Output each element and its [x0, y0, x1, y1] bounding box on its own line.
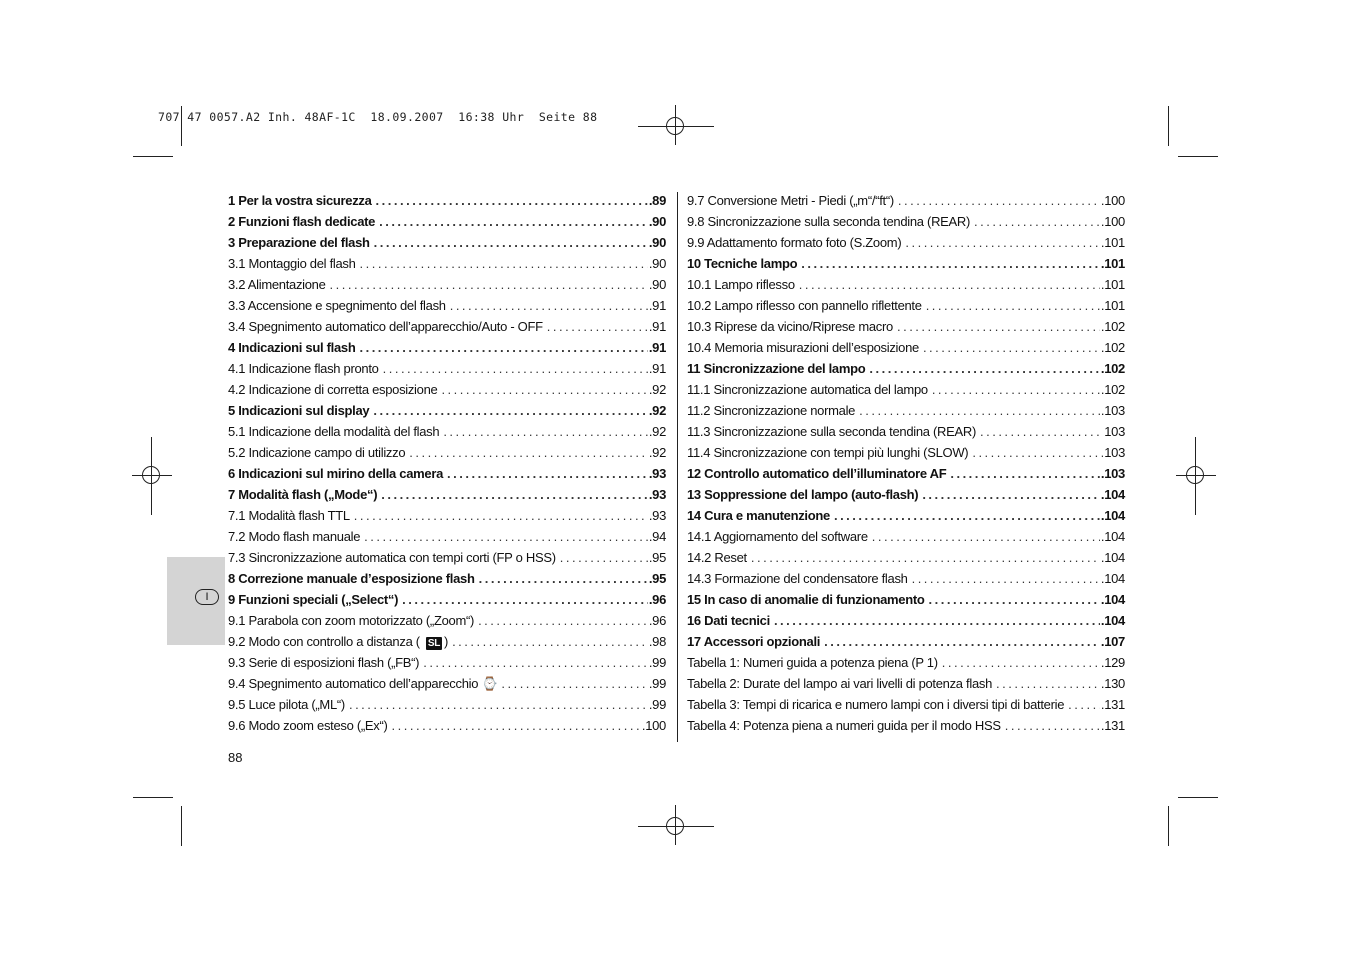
dot-leader [376, 190, 648, 211]
toc-entry [687, 421, 1125, 442]
toc-entry-page: .91 [648, 361, 666, 376]
dot-leader [374, 232, 648, 253]
dot-leader [932, 379, 1100, 400]
dot-leader [898, 190, 1100, 211]
dot-leader [560, 547, 648, 568]
toc-entry-page: .93 [648, 466, 666, 481]
crop-mark [133, 797, 173, 798]
dot-leader [379, 211, 648, 232]
toc-entry [228, 211, 666, 232]
dot-leader [912, 568, 1100, 589]
dot-leader [1068, 694, 1100, 715]
toc-entry-label: 11.4 Sincronizzazione con tempi più lunghi (SLOW) [687, 445, 969, 460]
toc-entry [687, 568, 1125, 589]
toc-entry-label: Tabella 1: Numeri guida a potenza piena (P 1) [687, 655, 938, 670]
toc-entry-page: .104 [1100, 613, 1125, 628]
toc-entry [228, 232, 666, 253]
dot-leader [452, 631, 648, 652]
toc-entry-page: .93 [648, 487, 666, 502]
toc-entry-label-tail: ) [444, 634, 449, 649]
toc-entry [228, 442, 666, 463]
toc-entry [228, 253, 666, 274]
toc-entry [687, 211, 1125, 232]
toc-entry-label: 3.1 Montaggio del flash [228, 256, 356, 271]
toc-entry-page: .101 [1100, 277, 1125, 292]
toc-entry-page: .102 [1100, 340, 1125, 355]
toc-entry-page: .102 [1100, 361, 1125, 376]
toc-entry-label: 7.2 Modo flash manuale [228, 529, 361, 544]
sl-remote-icon: SL [427, 638, 441, 649]
toc-entry [228, 652, 666, 673]
toc-entry [228, 337, 666, 358]
crop-mark [1178, 797, 1218, 798]
dot-leader [1005, 715, 1100, 736]
toc-entry-page: .104 [1100, 571, 1125, 586]
toc-entry-label: 14.1 Aggiornamento del software [687, 529, 868, 544]
dot-leader [926, 295, 1100, 316]
dot-leader [872, 526, 1100, 547]
dot-leader [364, 526, 648, 547]
dot-leader [751, 547, 1100, 568]
crop-mark [1168, 806, 1169, 846]
toc-entry [687, 379, 1125, 400]
dot-leader [905, 232, 1100, 253]
toc-entry-page: .91 [648, 340, 666, 355]
crop-mark [1168, 106, 1169, 146]
toc-entry [228, 295, 666, 316]
dot-leader [409, 442, 648, 463]
toc-entry-label: 13 Soppressione del lampo (auto-flash) [687, 487, 919, 502]
dot-leader [929, 589, 1100, 610]
toc-entry-label: 9.3 Serie di esposizioni flash („FB“) [228, 655, 420, 670]
toc-entry-page: .100 [1100, 193, 1125, 208]
toc-entry-page: .93 [648, 508, 666, 523]
toc-entry-page: .103 [1100, 466, 1125, 481]
toc-entry [687, 274, 1125, 295]
toc-entry [687, 253, 1125, 274]
dot-leader [980, 421, 1103, 442]
dot-leader [801, 253, 1100, 274]
dot-leader [869, 358, 1099, 379]
page-number: 88 [228, 750, 243, 765]
toc-entry-label: 11.3 Sincronizzazione sulla seconda tendina (REAR) [687, 424, 976, 439]
toc-entry-label: 9.1 Parabola con zoom motorizzato („Zoom“) [228, 613, 475, 628]
toc-entry-label: 16 Dati tecnici [687, 613, 770, 628]
dot-leader [349, 694, 648, 715]
toc-entry [228, 400, 666, 421]
dot-leader [381, 484, 648, 505]
toc-entry [687, 295, 1125, 316]
toc-entry-label: 8 Correzione manuale d’esposizione flash [228, 571, 475, 586]
toc-entry [228, 547, 666, 568]
dot-leader [859, 400, 1100, 421]
toc-entry-label: 1 Per la vostra sicurezza [228, 193, 372, 208]
toc-entry-label: 4.1 Indicazione flash pronto [228, 361, 379, 376]
dot-leader [447, 463, 648, 484]
dot-leader [450, 295, 648, 316]
toc-left-column [228, 190, 666, 736]
toc-entry-page: .104 [1100, 487, 1125, 502]
toc-entry-page: .89 [648, 193, 666, 208]
toc-entry [228, 589, 666, 610]
dot-leader [834, 505, 1100, 526]
dot-leader [974, 211, 1100, 232]
dot-leader [824, 631, 1100, 652]
toc-entry-page: .96 [648, 613, 666, 628]
toc-entry [687, 715, 1125, 736]
dot-leader [950, 463, 1100, 484]
toc-entry-page: .100 [641, 718, 666, 733]
dot-leader [443, 421, 648, 442]
toc-entry-page: .92 [648, 382, 666, 397]
toc-entry [228, 316, 666, 337]
toc-entry-page: .104 [1100, 550, 1125, 565]
toc-entry [687, 337, 1125, 358]
toc-entry-page: .99 [648, 697, 666, 712]
toc-entry-label: 5.2 Indicazione campo di utilizzo [228, 445, 406, 460]
toc-entry-page: .91 [648, 298, 666, 313]
toc-entry-page: .104 [1100, 529, 1125, 544]
toc-entry-page: 103 [1104, 445, 1125, 460]
toc-entry-label: 9.8 Sincronizzazione sulla seconda tendina (REAR) [687, 214, 971, 229]
toc-entry-label: Tabella 2: Durate del lampo ai vari livelli di potenza flash [687, 676, 993, 691]
toc-entry-label: 3.3 Accensione e spegnimento del flash [228, 298, 446, 313]
toc-entry-label: 10.2 Lampo riflesso con pannello riflettente [687, 298, 922, 313]
dot-leader [392, 715, 641, 736]
toc-entry-label: 5 Indicazioni sul display [228, 403, 370, 418]
toc-entry-page: .90 [648, 235, 666, 250]
toc-entry-label: 7.1 Modalità flash TTL [228, 508, 350, 523]
toc-entry-page: .102 [1100, 382, 1125, 397]
toc-entry-label: 10.3 Riprese da vicino/Riprese macro [687, 319, 893, 334]
toc-entry [228, 568, 666, 589]
toc-entry-label: 5.1 Indicazione della modalità del flash [228, 424, 440, 439]
toc-entry [228, 484, 666, 505]
toc-entry-page: .101 [1100, 298, 1125, 313]
dot-leader [799, 274, 1100, 295]
crop-mark [1178, 156, 1218, 157]
dot-leader [479, 568, 648, 589]
toc-entry-page: .107 [1100, 634, 1125, 649]
toc-entry-label: 9.5 Luce pilota („ML“) [228, 697, 345, 712]
toc-entry-page: .95 [648, 571, 666, 586]
dot-leader [373, 400, 648, 421]
toc-entry [687, 463, 1125, 484]
toc-entry-page: .99 [648, 655, 666, 670]
toc-entry [687, 442, 1125, 463]
dot-leader [359, 337, 647, 358]
toc-entry-page: .101 [1100, 235, 1125, 250]
toc-entry-label: 9 Funzioni speciali („Select“) [228, 592, 399, 607]
toc-entry [228, 379, 666, 400]
language-badge: I [195, 589, 219, 605]
toc-entry-label: 11.2 Sincronizzazione normale [687, 403, 856, 418]
toc-entry-label: 4.2 Indicazione di corretta esposizione [228, 382, 438, 397]
toc-entry-label: 14.3 Formazione del condensatore flash [687, 571, 908, 586]
toc-entry-page: .131 [1100, 718, 1125, 733]
toc-entry [687, 694, 1125, 715]
toc-entry [228, 463, 666, 484]
dot-leader [402, 589, 648, 610]
dot-leader [923, 337, 1100, 358]
toc-entry-label: 2 Funzioni flash dedicate [228, 214, 376, 229]
dot-leader [922, 484, 1100, 505]
toc-entry [228, 526, 666, 547]
toc-entry-page: .92 [648, 424, 666, 439]
toc-entry-label: 9.4 Spegnimento automatico dell’apparecchio ⌚ [228, 676, 498, 691]
toc-entry-label: 9.9 Adattamento formato foto (S.Zoom) [687, 235, 902, 250]
dot-leader [423, 652, 648, 673]
toc-entry [228, 694, 666, 715]
toc-entry-page: .131 [1100, 697, 1125, 712]
toc-entry [228, 673, 666, 694]
toc-entry-label: 4 Indicazioni sul flash [228, 340, 356, 355]
dot-leader [972, 442, 1103, 463]
toc-entry-label: 3 Preparazione del flash [228, 235, 370, 250]
toc-entry-label: 10 Tecniche lampo [687, 256, 798, 271]
toc-entry [687, 358, 1125, 379]
toc-entry-label: 10.4 Memoria misurazioni dell’esposizione [687, 340, 919, 355]
toc-entry-label: 9.6 Modo zoom esteso („Ex“) [228, 718, 388, 733]
toc-right-column [687, 190, 1125, 736]
toc-entry-label: 15 In caso di anomalie di funzionamento [687, 592, 925, 607]
toc-entry-label: 3.2 Alimentazione [228, 277, 326, 292]
dot-leader [360, 253, 648, 274]
column-divider [677, 192, 678, 742]
toc-entry-label: 14.2 Reset [687, 550, 747, 565]
toc-entry-label: 11 Sincronizzazione del lampo [687, 361, 866, 376]
toc-entry [687, 589, 1125, 610]
toc-entry-page: .129 [1100, 655, 1125, 670]
toc-entry-label: 3.4 Spegnimento automatico dell’apparecchio/Auto - OFF [228, 319, 543, 334]
toc-entry-page: .104 [1100, 592, 1125, 607]
dot-leader [441, 379, 647, 400]
toc-entry [687, 400, 1125, 421]
toc-entry-label: 7.3 Sincronizzazione automatica con tempi corti (FP o HSS) [228, 550, 556, 565]
toc-entry-page: .104 [1100, 508, 1125, 523]
toc-entry-page: .102 [1100, 319, 1125, 334]
toc-entry [687, 232, 1125, 253]
toc-entry-label: Tabella 3: Tempi di ricarica e numero lampi con i diversi tipi di batterie [687, 697, 1065, 712]
toc-entry [228, 610, 666, 631]
dot-leader [774, 610, 1100, 631]
crop-mark [133, 156, 173, 157]
toc-entry-label: 7 Modalità flash („Mode“) [228, 487, 378, 502]
toc-entry-page: .90 [648, 277, 666, 292]
toc-entry [228, 715, 666, 736]
toc-entry [687, 547, 1125, 568]
dot-leader [330, 274, 648, 295]
toc-entry-label: 12 Controllo automatico dell’illuminatore AF [687, 466, 947, 481]
toc-entry [228, 274, 666, 295]
toc-entry-page: .90 [648, 214, 666, 229]
toc-entry-page: .101 [1100, 256, 1125, 271]
toc-entry-page: .99 [648, 676, 666, 691]
dot-leader [354, 505, 648, 526]
toc-entry [687, 316, 1125, 337]
dot-leader [547, 316, 648, 337]
toc-entry [228, 190, 666, 211]
toc-entry-label: 9.2 Modo con controllo a distanza ( [228, 634, 420, 649]
dot-leader [897, 316, 1100, 337]
toc-entry-page: .95 [648, 550, 666, 565]
dot-leader [478, 610, 648, 631]
dot-leader [501, 673, 647, 694]
toc-entry-label: 17 Accessori opzionali [687, 634, 821, 649]
toc-entry-page: .98 [648, 634, 666, 649]
toc-entry-page: .92 [648, 445, 666, 460]
toc-entry [228, 631, 666, 652]
toc-entry-page: .100 [1100, 214, 1125, 229]
toc-entry-page: .96 [648, 592, 666, 607]
toc-entry [687, 673, 1125, 694]
dot-leader [383, 358, 648, 379]
toc-entry [687, 631, 1125, 652]
toc-entry [687, 610, 1125, 631]
dot-leader [942, 652, 1100, 673]
toc-entry-page: 103 [1104, 424, 1125, 439]
crop-mark [181, 806, 182, 846]
toc-entry-page: .130 [1100, 676, 1125, 691]
toc-entry-label: 10.1 Lampo riflesso [687, 277, 795, 292]
toc-entry-page: .90 [648, 256, 666, 271]
toc-entry [228, 421, 666, 442]
print-slug: 707 47 0057.A2 Inh. 48AF-1C 18.09.2007 16:38 Uhr Seite 88 [158, 110, 598, 124]
toc-entry [228, 505, 666, 526]
toc-entry [228, 358, 666, 379]
toc-entry-label: 11.1 Sincronizzazione automatica del lampo [687, 382, 928, 397]
toc-entry [687, 652, 1125, 673]
toc-entry-label: 9.7 Conversione Metri - Piedi („m“/“ft“) [687, 193, 894, 208]
toc-entry-page: .92 [648, 403, 666, 418]
dot-leader [996, 673, 1100, 694]
toc-entry [687, 484, 1125, 505]
toc-entry-label: Tabella 4: Potenza piena a numeri guida per il modo HSS [687, 718, 1001, 733]
toc-entry [687, 526, 1125, 547]
toc-entry-page: .91 [648, 319, 666, 334]
toc-entry-label: 14 Cura e manutenzione [687, 508, 830, 523]
toc-entry-label: 6 Indicazioni sul mirino della camera [228, 466, 444, 481]
toc-entry-page: .94 [648, 529, 666, 544]
toc-entry [687, 505, 1125, 526]
toc-entry-page: .103 [1100, 403, 1125, 418]
toc-entry [687, 190, 1125, 211]
